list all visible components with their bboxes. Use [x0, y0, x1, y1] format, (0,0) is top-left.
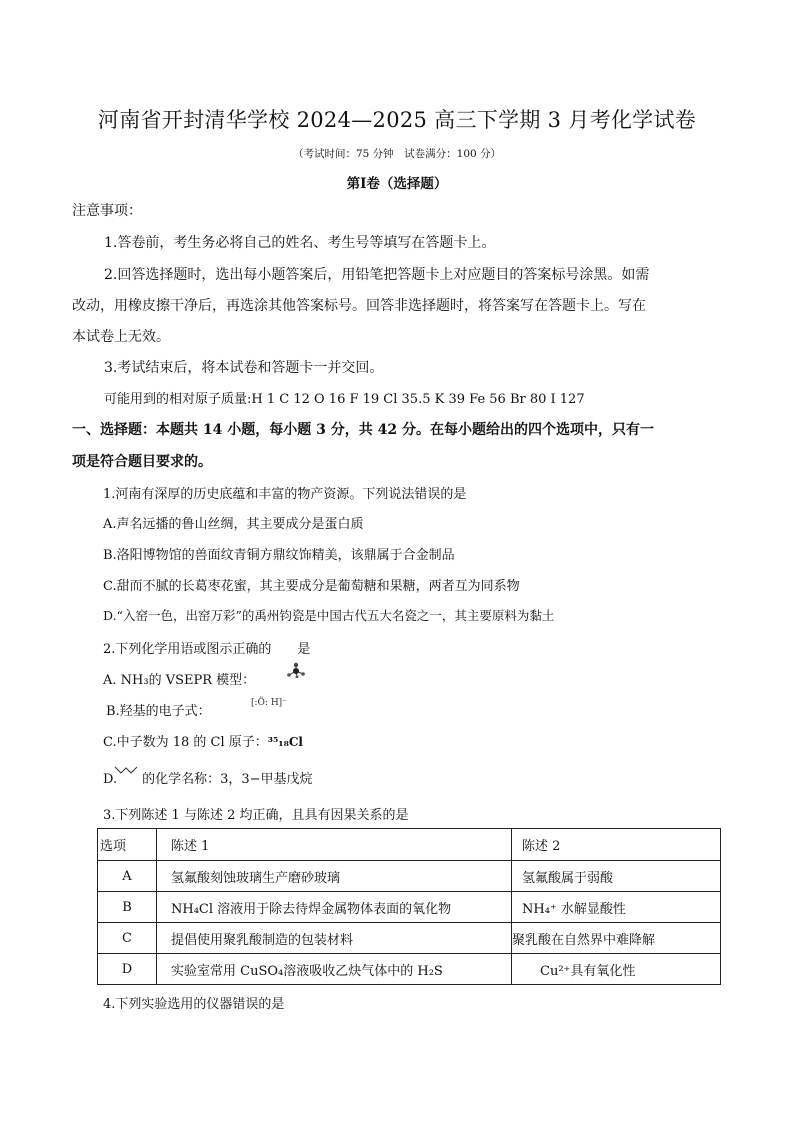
table-row [98, 861, 721, 892]
notice-item-2-line-1: 2.回答选择题时，选出每小题答案后，用铅笔把答题卡上对应题目的答案标号涂黑。如需 [104, 267, 650, 283]
part1-instructions-line-1: 一、选择题：本题共 14 小题，每小题 3 分，共 42 分。在每小题给出的四个选项中，只有一 [72, 422, 654, 438]
section-title: 第Ⅰ卷（选择题） [346, 176, 448, 192]
cl-isotope-symbol: ³⁵₁₈Cl [267, 735, 303, 749]
table-row [98, 923, 721, 954]
part1-instructions-line-2: 项是符合题目要求的。 [72, 454, 212, 470]
notice-item-1: 1.答卷前，考生务必将自己的姓名、考生号等填写在答题卡上。 [104, 235, 496, 251]
row-statement-2: Cu²⁺具有氧化性 [512, 954, 721, 985]
q1-option-d: D.“入窑一色，出窑万彩”的禹州钧瓷是中国古代五大名瓷之一，其主要原料为黏土 [103, 608, 555, 623]
q2-option-d-prefix: D. [103, 772, 118, 787]
table-header-row [98, 829, 721, 861]
nh3-vsepr-model-icon [286, 662, 306, 678]
row-statement-1: 提倡使用聚乳酸制造的包装材料 [157, 923, 512, 954]
q2-option-c-text: C.中子数为 18 的 Cl 原子： [103, 735, 268, 750]
row-option-label: C [98, 923, 157, 954]
q2-stem-text: 2.下列化学用语或图示正确的 [103, 642, 272, 657]
q3-options-table [97, 828, 721, 985]
row-option-label: A [98, 861, 157, 892]
header-option: 选项 [98, 829, 157, 861]
row-statement-2: 聚乳酸在自然界中难降解 [512, 923, 721, 954]
header-statement-1: 陈述 1 [157, 829, 512, 861]
skeletal-formula-icon [114, 765, 138, 775]
atomic-mass-line: 可能用到的相对原子质量:H 1 C 12 O 16 F 19 Cl 35.5 K 39 Fe 56 Br 80 I 127 [104, 392, 585, 407]
q3-stem: 3.下列陈述 1 与陈述 2 均正确，且具有因果关系的是 [103, 808, 409, 823]
q2-stem-end: 是 [297, 642, 311, 657]
notice-heading: 注意事项： [72, 203, 142, 219]
row-statement-2: 氢氟酸属于弱酸 [512, 861, 721, 892]
row-option-label: B [98, 892, 157, 923]
table-row [98, 954, 721, 985]
q1-stem: 1.河南有深厚的历史底蕴和丰富的物产资源。下列说法错误的是 [103, 487, 467, 502]
row-statement-2: NH₄⁺ 水解显酸性 [512, 892, 721, 923]
row-statement-1: NH₄Cl 溶液用于除去待焊金属物体表面的氧化物 [157, 892, 512, 923]
q2-stem [103, 638, 310, 657]
q1-option-b: B.洛阳博物馆的兽面纹青铜方鼎纹饰精美，该鼎属于合金制品 [103, 548, 455, 563]
notice-item-2-line-2: 改动，用橡皮擦干净后，再选涂其他答案标号。回答非选择题时，将答案写在答题卡上。写在 [72, 298, 646, 314]
hydroxyl-electron-formula: [:Ö: H]⁻ [251, 698, 287, 708]
q2-option-c [103, 731, 303, 750]
row-statement-1: 氢氟酸刻蚀玻璃生产磨砂玻璃 [157, 861, 512, 892]
q4-stem: 4.下列实验选用的仪器错误的是 [103, 997, 285, 1012]
notice-item-3: 3.考试结束后，将本试卷和答题卡一并交回。 [104, 360, 384, 376]
row-option-label: D [98, 954, 157, 985]
q1-option-c: C.甜而不腻的长葛枣花蜜，其主要成分是葡萄糖和果糖，两者互为同系物 [103, 579, 520, 594]
q1-option-a: A.声名远播的鲁山丝绸，其主要成分是蛋白质 [103, 517, 364, 532]
exam-title: 河南省开封清华学校 2024—2025 高三下学期 3 月考化学试卷 [97, 108, 697, 132]
notice-item-2-line-3: 本试卷上无效。 [72, 329, 170, 345]
q2-option-b: B.羟基的电子式： [106, 704, 211, 719]
exam-subtitle: （考试时间：75 分钟 试卷满分：100 分） [292, 148, 502, 160]
q2-option-d-text: 的化学名称：3，3−甲基戊烷 [142, 772, 313, 787]
table-row [98, 892, 721, 923]
q2-option-a: A. NH₃的 VSEPR 模型： [103, 673, 256, 688]
row-statement-1: 实验室常用 CuSO₄溶液吸收乙炔气体中的 H₂S [157, 954, 512, 985]
header-statement-2: 陈述 2 [512, 829, 721, 861]
